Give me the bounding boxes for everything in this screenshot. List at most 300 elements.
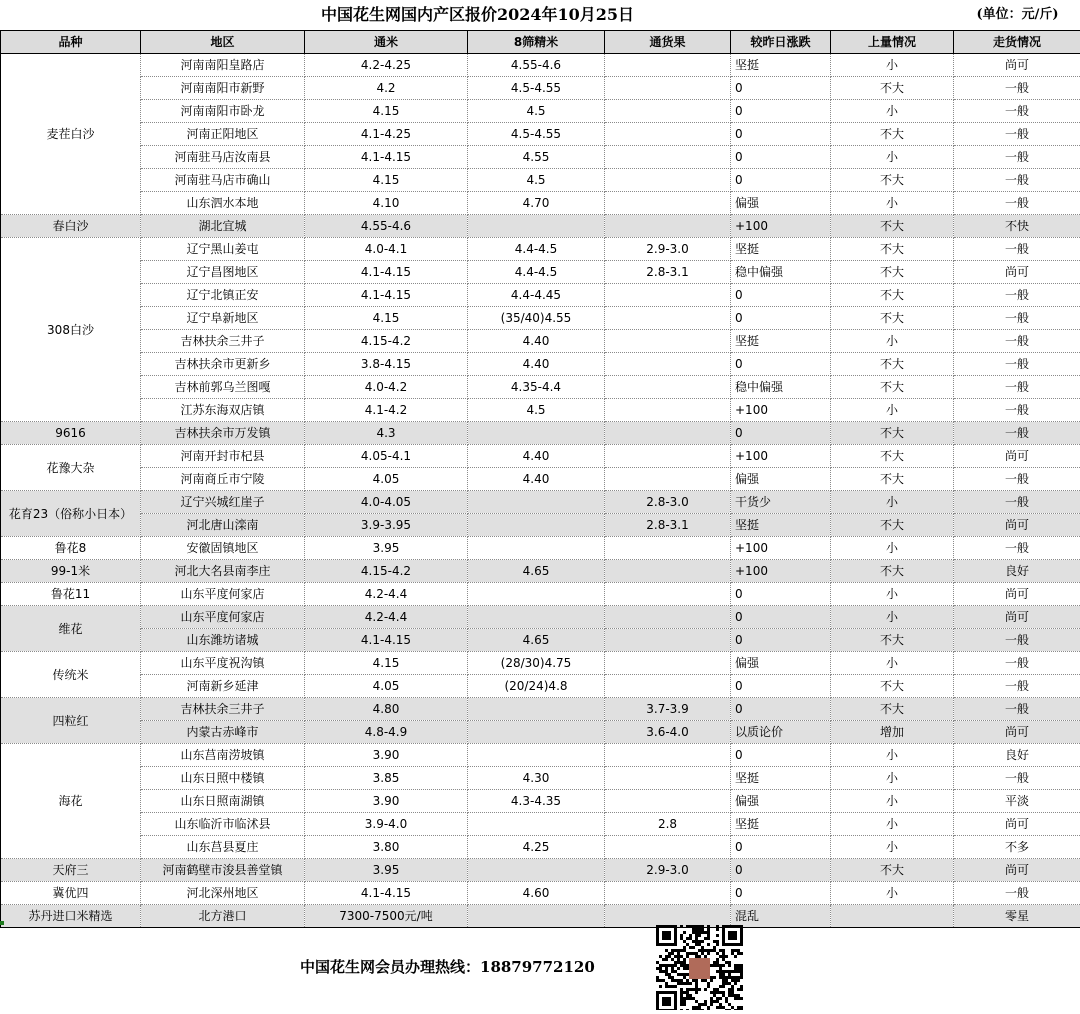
table-row xyxy=(1,100,1080,123)
daily-change-cell: 0 xyxy=(731,146,831,169)
daily-change-cell: 稳中偏强 xyxy=(731,376,831,399)
in-shell-cell: 2.9-3.0 xyxy=(605,238,731,261)
region-cell: 河北大名县南李庄 xyxy=(141,560,305,583)
in-shell-cell xyxy=(605,330,731,353)
sieve-kernel-cell xyxy=(468,422,605,445)
table-row xyxy=(1,491,1080,514)
supply-cell: 小 xyxy=(831,583,954,606)
daily-change-cell: 偏强 xyxy=(731,652,831,675)
region-cell: 吉林扶余市更新乡 xyxy=(141,353,305,376)
region-cell: 河南鹤壁市浚县善堂镇 xyxy=(141,859,305,882)
supply-cell: 不大 xyxy=(831,77,954,100)
in-shell-cell xyxy=(605,192,731,215)
in-shell-cell xyxy=(605,652,731,675)
sales-cell: 尚可 xyxy=(954,445,1080,468)
in-shell-cell xyxy=(605,560,731,583)
daily-change-cell: 坚挺 xyxy=(731,330,831,353)
sales-cell: 一般 xyxy=(954,422,1080,445)
table-row xyxy=(1,790,1080,813)
common-kernel-cell: 4.0-4.2 xyxy=(305,376,468,399)
sales-cell: 一般 xyxy=(954,491,1080,514)
region-cell: 河南南阳市卧龙 xyxy=(141,100,305,123)
daily-change-cell: 坚挺 xyxy=(731,767,831,790)
common-kernel-cell: 7300-7500元/吨 xyxy=(305,905,468,928)
common-kernel-cell: 4.15 xyxy=(305,652,468,675)
in-shell-cell xyxy=(605,767,731,790)
region-cell: 山东临沂市临沭县 xyxy=(141,813,305,836)
region-cell: 辽宁阜新地区 xyxy=(141,307,305,330)
sieve-kernel-cell: 4.40 xyxy=(468,468,605,491)
variety-cell: 维花 xyxy=(1,606,141,652)
supply-cell: 小 xyxy=(831,330,954,353)
sales-cell: 一般 xyxy=(954,353,1080,376)
sales-cell: 一般 xyxy=(954,100,1080,123)
daily-change-cell: 坚挺 xyxy=(731,238,831,261)
header-in-shell: 通货果 xyxy=(605,31,731,54)
table-row xyxy=(1,767,1080,790)
supply-cell: 小 xyxy=(831,767,954,790)
common-kernel-cell: 4.8-4.9 xyxy=(305,721,468,744)
sales-cell: 一般 xyxy=(954,192,1080,215)
variety-cell: 花豫大杂 xyxy=(1,445,141,491)
daily-change-cell: 以质论价 xyxy=(731,721,831,744)
header-sales: 走货情况 xyxy=(954,31,1080,54)
common-kernel-cell: 4.1-4.15 xyxy=(305,882,468,905)
region-cell: 山东日照南湖镇 xyxy=(141,790,305,813)
region-cell: 山东泗水本地 xyxy=(141,192,305,215)
sales-cell: 一般 xyxy=(954,123,1080,146)
supply-cell: 不大 xyxy=(831,353,954,376)
sales-cell: 一般 xyxy=(954,675,1080,698)
common-kernel-cell: 4.0-4.1 xyxy=(305,238,468,261)
daily-change-cell: 0 xyxy=(731,859,831,882)
supply-cell: 小 xyxy=(831,192,954,215)
sieve-kernel-cell: 4.70 xyxy=(468,192,605,215)
daily-change-cell: 偏强 xyxy=(731,790,831,813)
common-kernel-cell: 4.55-4.6 xyxy=(305,215,468,238)
table-row xyxy=(1,445,1080,468)
sieve-kernel-cell xyxy=(468,813,605,836)
common-kernel-cell: 4.2 xyxy=(305,77,468,100)
daily-change-cell: 0 xyxy=(731,307,831,330)
region-cell: 吉林扶余市万发镇 xyxy=(141,422,305,445)
sales-cell: 一般 xyxy=(954,376,1080,399)
in-shell-cell xyxy=(605,307,731,330)
common-kernel-cell: 3.90 xyxy=(305,744,468,767)
sieve-kernel-cell xyxy=(468,583,605,606)
daily-change-cell: 干货少 xyxy=(731,491,831,514)
supply-cell: 小 xyxy=(831,54,954,77)
table-row xyxy=(1,146,1080,169)
sieve-kernel-cell: (35/40)4.55 xyxy=(468,307,605,330)
daily-change-cell: 偏强 xyxy=(731,468,831,491)
in-shell-cell xyxy=(605,399,731,422)
sieve-kernel-cell: 4.4-4.45 xyxy=(468,284,605,307)
sieve-kernel-cell: 4.40 xyxy=(468,445,605,468)
sales-cell: 一般 xyxy=(954,537,1080,560)
region-cell: 河南南阳皇路店 xyxy=(141,54,305,77)
in-shell-cell xyxy=(605,100,731,123)
sieve-kernel-cell: 4.30 xyxy=(468,767,605,790)
supply-cell: 小 xyxy=(831,606,954,629)
sieve-kernel-cell: 4.5 xyxy=(468,100,605,123)
in-shell-cell xyxy=(605,284,731,307)
sales-cell: 一般 xyxy=(954,330,1080,353)
variety-cell: 花育23（俗称小日本） xyxy=(1,491,141,537)
supply-cell: 小 xyxy=(831,100,954,123)
region-cell: 吉林扶余三井子 xyxy=(141,698,305,721)
table-row xyxy=(1,882,1080,905)
common-kernel-cell: 4.15 xyxy=(305,100,468,123)
supply-cell: 小 xyxy=(831,790,954,813)
region-cell: 吉林前郭乌兰图嘎 xyxy=(141,376,305,399)
sales-cell: 一般 xyxy=(954,468,1080,491)
table-row xyxy=(1,836,1080,859)
region-cell: 河南开封市杞县 xyxy=(141,445,305,468)
sales-cell: 尚可 xyxy=(954,606,1080,629)
table-row xyxy=(1,606,1080,629)
common-kernel-cell: 4.1-4.15 xyxy=(305,629,468,652)
in-shell-cell xyxy=(605,790,731,813)
supply-cell: 小 xyxy=(831,813,954,836)
sieve-kernel-cell xyxy=(468,744,605,767)
daily-change-cell: 坚挺 xyxy=(731,514,831,537)
in-shell-cell xyxy=(605,146,731,169)
daily-change-cell: +100 xyxy=(731,445,831,468)
in-shell-cell xyxy=(605,468,731,491)
variety-cell: 308白沙 xyxy=(1,238,141,422)
sieve-kernel-cell: 4.4-4.5 xyxy=(468,238,605,261)
table-row xyxy=(1,192,1080,215)
supply-cell: 不大 xyxy=(831,675,954,698)
region-cell: 辽宁北镇正安 xyxy=(141,284,305,307)
table-row xyxy=(1,468,1080,491)
daily-change-cell: +100 xyxy=(731,215,831,238)
table-row xyxy=(1,583,1080,606)
in-shell-cell: 2.8 xyxy=(605,813,731,836)
common-kernel-cell: 4.0-4.05 xyxy=(305,491,468,514)
sieve-kernel-cell xyxy=(468,491,605,514)
table-row xyxy=(1,307,1080,330)
variety-cell: 天府三 xyxy=(1,859,141,882)
in-shell-cell xyxy=(605,882,731,905)
header-8-sieve-kernel: 8筛精米 xyxy=(468,31,605,54)
variety-cell: 麦茬白沙 xyxy=(1,54,141,215)
supply-cell: 不大 xyxy=(831,514,954,537)
supply-cell: 不大 xyxy=(831,422,954,445)
sales-cell: 一般 xyxy=(954,307,1080,330)
sales-cell: 不快 xyxy=(954,215,1080,238)
supply-cell: 不大 xyxy=(831,468,954,491)
sieve-kernel-cell xyxy=(468,859,605,882)
in-shell-cell xyxy=(605,583,731,606)
supply-cell: 不大 xyxy=(831,859,954,882)
variety-cell: 99-1米 xyxy=(1,560,141,583)
in-shell-cell xyxy=(605,606,731,629)
supply-cell: 不大 xyxy=(831,169,954,192)
region-cell: 安徽固镇地区 xyxy=(141,537,305,560)
in-shell-cell xyxy=(605,169,731,192)
in-shell-cell xyxy=(605,422,731,445)
sieve-kernel-cell: 4.25 xyxy=(468,836,605,859)
sieve-kernel-cell xyxy=(468,698,605,721)
sales-cell: 不多 xyxy=(954,836,1080,859)
region-cell: 山东平度祝沟镇 xyxy=(141,652,305,675)
common-kernel-cell: 3.9-3.95 xyxy=(305,514,468,537)
common-kernel-cell: 4.15 xyxy=(305,307,468,330)
sieve-kernel-cell: 4.35-4.4 xyxy=(468,376,605,399)
common-kernel-cell: 4.2-4.4 xyxy=(305,606,468,629)
table-row xyxy=(1,399,1080,422)
daily-change-cell: +100 xyxy=(731,537,831,560)
variety-cell: 海花 xyxy=(1,744,141,859)
daily-change-cell: 0 xyxy=(731,422,831,445)
region-cell: 山东平度何家店 xyxy=(141,583,305,606)
variety-cell: 四粒红 xyxy=(1,698,141,744)
region-cell: 山东莒南涝坡镇 xyxy=(141,744,305,767)
sieve-kernel-cell: (20/24)4.8 xyxy=(468,675,605,698)
sales-cell: 尚可 xyxy=(954,721,1080,744)
title-row xyxy=(0,0,1080,31)
common-kernel-cell: 4.2-4.25 xyxy=(305,54,468,77)
table-row xyxy=(1,744,1080,767)
region-cell: 吉林扶余三井子 xyxy=(141,330,305,353)
common-kernel-cell: 4.2-4.4 xyxy=(305,583,468,606)
member-hotline: 中国花生网会员办理热线：18879772120 xyxy=(300,955,595,979)
region-cell: 河南驻马店市确山 xyxy=(141,169,305,192)
footer xyxy=(0,925,1080,1010)
table-row xyxy=(1,675,1080,698)
sieve-kernel-cell: 4.65 xyxy=(468,560,605,583)
in-shell-cell xyxy=(605,629,731,652)
sales-cell: 一般 xyxy=(954,77,1080,100)
table-row xyxy=(1,215,1080,238)
daily-change-cell: 0 xyxy=(731,583,831,606)
sieve-kernel-cell xyxy=(468,606,605,629)
variety-cell: 苏丹进口米精选 xyxy=(1,905,141,928)
daily-change-cell: 0 xyxy=(731,77,831,100)
daily-change-cell: +100 xyxy=(731,399,831,422)
in-shell-cell xyxy=(605,744,731,767)
region-cell: 河北深州地区 xyxy=(141,882,305,905)
header-region: 地区 xyxy=(141,31,305,54)
supply-cell: 不大 xyxy=(831,445,954,468)
variety-cell: 传统米 xyxy=(1,652,141,698)
region-cell: 江苏东海双店镇 xyxy=(141,399,305,422)
table-row xyxy=(1,537,1080,560)
supply-cell: 小 xyxy=(831,399,954,422)
region-cell: 山东平度何家店 xyxy=(141,606,305,629)
sieve-kernel-cell: 4.5 xyxy=(468,169,605,192)
table-row xyxy=(1,859,1080,882)
sales-cell: 一般 xyxy=(954,238,1080,261)
region-cell: 辽宁昌图地区 xyxy=(141,261,305,284)
table-row xyxy=(1,422,1080,445)
common-kernel-cell: 4.80 xyxy=(305,698,468,721)
daily-change-cell: 0 xyxy=(731,698,831,721)
supply-cell: 小 xyxy=(831,882,954,905)
in-shell-cell: 2.8-3.1 xyxy=(605,514,731,537)
common-kernel-cell: 4.10 xyxy=(305,192,468,215)
table-row xyxy=(1,261,1080,284)
in-shell-cell xyxy=(605,376,731,399)
common-kernel-cell: 4.1-4.15 xyxy=(305,146,468,169)
table-row xyxy=(1,560,1080,583)
sales-cell: 尚可 xyxy=(954,583,1080,606)
table-row xyxy=(1,652,1080,675)
region-cell: 河南正阳地区 xyxy=(141,123,305,146)
region-cell: 湖北宜城 xyxy=(141,215,305,238)
region-cell: 河南南阳市新野 xyxy=(141,77,305,100)
region-cell: 山东日照中楼镇 xyxy=(141,767,305,790)
supply-cell: 小 xyxy=(831,744,954,767)
daily-change-cell: 0 xyxy=(731,353,831,376)
sales-cell: 尚可 xyxy=(954,859,1080,882)
common-kernel-cell: 3.80 xyxy=(305,836,468,859)
daily-change-cell: 混乱 xyxy=(731,905,831,928)
daily-change-cell: 稳中偏强 xyxy=(731,261,831,284)
variety-cell: 冀优四 xyxy=(1,882,141,905)
table-row xyxy=(1,353,1080,376)
in-shell-cell xyxy=(605,836,731,859)
daily-change-cell: 0 xyxy=(731,629,831,652)
region-cell: 辽宁黑山姜屯 xyxy=(141,238,305,261)
table-row xyxy=(1,376,1080,399)
region-cell: 山东莒县夏庄 xyxy=(141,836,305,859)
common-kernel-cell: 4.05 xyxy=(305,675,468,698)
region-cell: 河北唐山滦南 xyxy=(141,514,305,537)
sieve-kernel-cell xyxy=(468,721,605,744)
common-kernel-cell: 3.9-4.0 xyxy=(305,813,468,836)
common-kernel-cell: 4.15-4.2 xyxy=(305,560,468,583)
daily-change-cell: 偏强 xyxy=(731,192,831,215)
common-kernel-cell: 4.1-4.2 xyxy=(305,399,468,422)
table-row xyxy=(1,123,1080,146)
in-shell-cell: 3.6-4.0 xyxy=(605,721,731,744)
supply-cell: 不大 xyxy=(831,261,954,284)
supply-cell: 不大 xyxy=(831,698,954,721)
region-cell: 河南商丘市宁陵 xyxy=(141,468,305,491)
header-supply: 上量情况 xyxy=(831,31,954,54)
supply-cell: 增加 xyxy=(831,721,954,744)
sieve-kernel-cell: (28/30)4.75 xyxy=(468,652,605,675)
common-kernel-cell: 3.95 xyxy=(305,537,468,560)
sieve-kernel-cell: 4.40 xyxy=(468,330,605,353)
in-shell-cell xyxy=(605,537,731,560)
header-common-kernel: 通米 xyxy=(305,31,468,54)
qr-code-icon[interactable] xyxy=(655,925,745,1010)
sales-cell: 一般 xyxy=(954,146,1080,169)
daily-change-cell: 0 xyxy=(731,169,831,192)
supply-cell: 小 xyxy=(831,836,954,859)
sieve-kernel-cell xyxy=(468,215,605,238)
common-kernel-cell: 3.8-4.15 xyxy=(305,353,468,376)
region-cell: 辽宁兴城红崖子 xyxy=(141,491,305,514)
sieve-kernel-cell xyxy=(468,514,605,537)
supply-cell: 小 xyxy=(831,537,954,560)
supply-cell: 不大 xyxy=(831,123,954,146)
daily-change-cell: 0 xyxy=(731,284,831,307)
in-shell-cell xyxy=(605,123,731,146)
daily-change-cell: 0 xyxy=(731,100,831,123)
header-variety: 品种 xyxy=(1,31,141,54)
daily-change-cell: 坚挺 xyxy=(731,54,831,77)
variety-cell: 9616 xyxy=(1,422,141,445)
sales-cell: 一般 xyxy=(954,399,1080,422)
sales-cell: 尚可 xyxy=(954,514,1080,537)
sieve-kernel-cell: 4.3-4.35 xyxy=(468,790,605,813)
daily-change-cell: 0 xyxy=(731,123,831,146)
supply-cell: 不大 xyxy=(831,560,954,583)
sieve-kernel-cell xyxy=(468,537,605,560)
daily-change-cell: 0 xyxy=(731,836,831,859)
table-row xyxy=(1,284,1080,307)
in-shell-cell: 2.8-3.0 xyxy=(605,491,731,514)
daily-change-cell: 0 xyxy=(731,675,831,698)
sales-cell: 良好 xyxy=(954,560,1080,583)
in-shell-cell xyxy=(605,445,731,468)
common-kernel-cell: 4.05 xyxy=(305,468,468,491)
common-kernel-cell: 4.15 xyxy=(305,169,468,192)
daily-change-cell: 0 xyxy=(731,606,831,629)
sieve-kernel-cell: 4.55-4.6 xyxy=(468,54,605,77)
table-row xyxy=(1,698,1080,721)
supply-cell: 小 xyxy=(831,146,954,169)
table-row xyxy=(1,813,1080,836)
in-shell-cell xyxy=(605,675,731,698)
variety-cell: 鲁花11 xyxy=(1,583,141,606)
common-kernel-cell: 4.05-4.1 xyxy=(305,445,468,468)
sales-cell: 一般 xyxy=(954,882,1080,905)
sieve-kernel-cell: 4.5 xyxy=(468,399,605,422)
sieve-kernel-cell: 4.60 xyxy=(468,882,605,905)
variety-cell: 春白沙 xyxy=(1,215,141,238)
table-row xyxy=(1,721,1080,744)
sales-cell: 一般 xyxy=(954,652,1080,675)
sales-cell: 平淡 xyxy=(954,790,1080,813)
sales-cell: 一般 xyxy=(954,698,1080,721)
sieve-kernel-cell: 4.55 xyxy=(468,146,605,169)
price-table xyxy=(0,30,1080,928)
region-cell: 山东潍坊诸城 xyxy=(141,629,305,652)
supply-cell: 不大 xyxy=(831,307,954,330)
sales-cell: 尚可 xyxy=(954,813,1080,836)
sieve-kernel-cell: 4.65 xyxy=(468,629,605,652)
variety-cell: 鲁花8 xyxy=(1,537,141,560)
table-row xyxy=(1,330,1080,353)
daily-change-cell: 0 xyxy=(731,744,831,767)
table-row xyxy=(1,54,1080,77)
daily-change-cell: +100 xyxy=(731,560,831,583)
region-cell: 内蒙古赤峰市 xyxy=(141,721,305,744)
sieve-kernel-cell: 4.5-4.55 xyxy=(468,123,605,146)
sieve-kernel-cell: 4.4-4.5 xyxy=(468,261,605,284)
sieve-kernel-cell: 4.40 xyxy=(468,353,605,376)
page-title: 中国花生网国内产区报价2024年10月25日 xyxy=(0,0,955,30)
sales-cell: 零星 xyxy=(954,905,1080,928)
daily-change-cell: 坚挺 xyxy=(731,813,831,836)
supply-cell: 不大 xyxy=(831,629,954,652)
in-shell-cell: 2.8-3.1 xyxy=(605,261,731,284)
sales-cell: 良好 xyxy=(954,744,1080,767)
supply-cell: 不大 xyxy=(831,215,954,238)
common-kernel-cell: 3.90 xyxy=(305,790,468,813)
table-row xyxy=(1,514,1080,537)
table-row xyxy=(1,629,1080,652)
header-row xyxy=(1,31,1080,54)
table-row xyxy=(1,77,1080,100)
region-cell: 河南新乡延津 xyxy=(141,675,305,698)
